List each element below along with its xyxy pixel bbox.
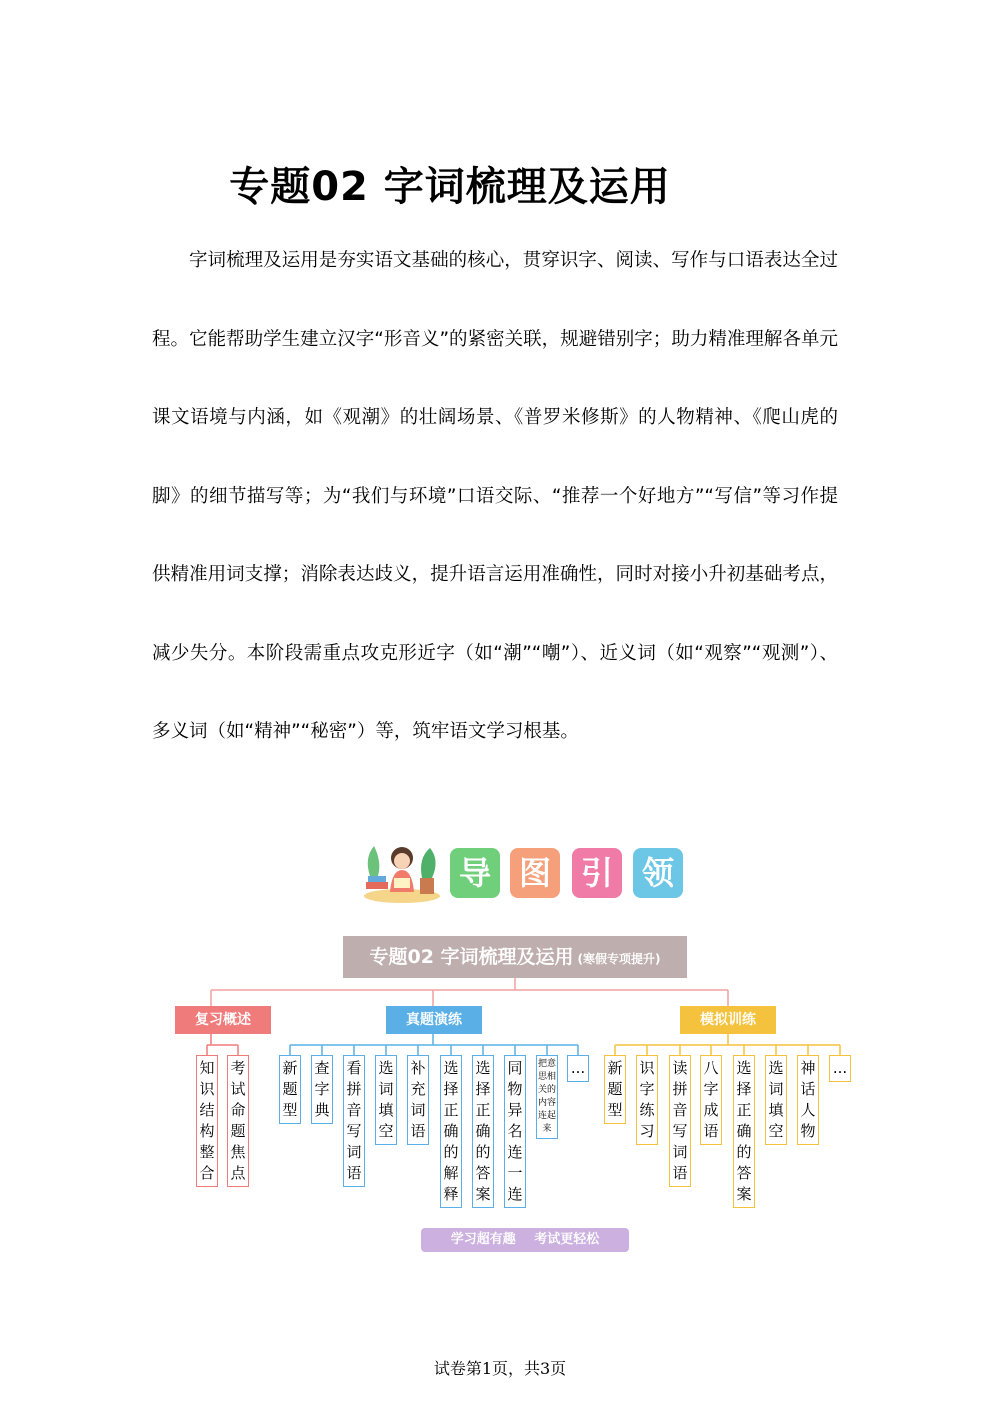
leaf-exam-1: 新题型 (279, 1055, 301, 1124)
banner-char-1: 导 (450, 848, 500, 898)
leaf-mock-5: 选择正确的答案 (733, 1055, 755, 1208)
leaf-exam-8: 同物异名连一连 (504, 1055, 526, 1208)
intro-paragraph: 字词梳理及运用是夯实语文基础的核心，贯穿识字、阅读、写作与口语表达全过程。它能帮助学生建立汉字“形音义”的紧密关联，规避错别字；助力精准理解各单元课文语境与内涵，如《观潮》的壮阔场景、《普罗米修斯》的人物精神、《爬山虎的脚》的细节描写等；为“我们与环境”口语交际、“推荐一个好地方”“写信”等习作提供精准用词支撑；消除表达歧义，提升语言运用准确性，同时对接小升初基础考点，减少失分。本阶段需重点攻克形近字（如“潮”“嘲”）、近义词（如“观察”“观测”）、多义词（如“精神”“秘密”）等，筑牢语文学习根基。 (152, 250, 838, 742)
leaf-mock-3: 读拼音写词语 (669, 1055, 691, 1187)
leaf-mock-4: 八字成语 (700, 1055, 722, 1145)
banner-char-2: 图 (510, 848, 560, 898)
leaf-exam-7: 选择正确的答案 (472, 1055, 494, 1208)
mindmap-footer-slogan: 学习超有趣 考试更轻松 (421, 1228, 629, 1252)
leaf-exam-9: 把意思相关的内容连起来 (536, 1055, 558, 1139)
leaf-mock-7: 神话人物 (797, 1055, 819, 1145)
leaf-exam-3: 看拼音写词语 (343, 1055, 365, 1187)
banner-char-4: 领 (633, 848, 683, 898)
branch-review-overview: 复习概述 (175, 1006, 271, 1034)
branch-past-exams: 真题演练 (386, 1006, 482, 1034)
leaf-exam-10: ... (567, 1055, 589, 1082)
leaf-mock-6: 选词填空 (765, 1055, 787, 1145)
page-footer: 试卷第1页，共3页 (433, 1359, 567, 1378)
leaf-mock-2: 识字练习 (636, 1055, 658, 1145)
branch-mock-training: 模拟训练 (680, 1006, 776, 1034)
leaf-exam-6: 选择正确的解释 (440, 1055, 462, 1208)
page-title: 专题02 字词梳理及运用 (229, 164, 671, 210)
leaf-exam-4: 选词填空 (375, 1055, 397, 1145)
mindmap-root-note: (寒假专项提升) (577, 952, 661, 966)
leaf-mock-1: 新题型 (604, 1055, 626, 1124)
leaf-exam-5: 补充词语 (407, 1055, 429, 1145)
leaf-mock-8: ... (829, 1055, 851, 1082)
leaf-review-1: 知识结构整合 (196, 1055, 218, 1187)
leaf-exam-2: 查字典 (311, 1055, 333, 1124)
mindmap-root (343, 936, 687, 978)
leaf-review-2: 考试命题焦点 (227, 1055, 249, 1187)
mindmap-root-label: 专题02 字词梳理及运用 (369, 946, 574, 968)
banner-char-3: 引 (572, 848, 622, 898)
